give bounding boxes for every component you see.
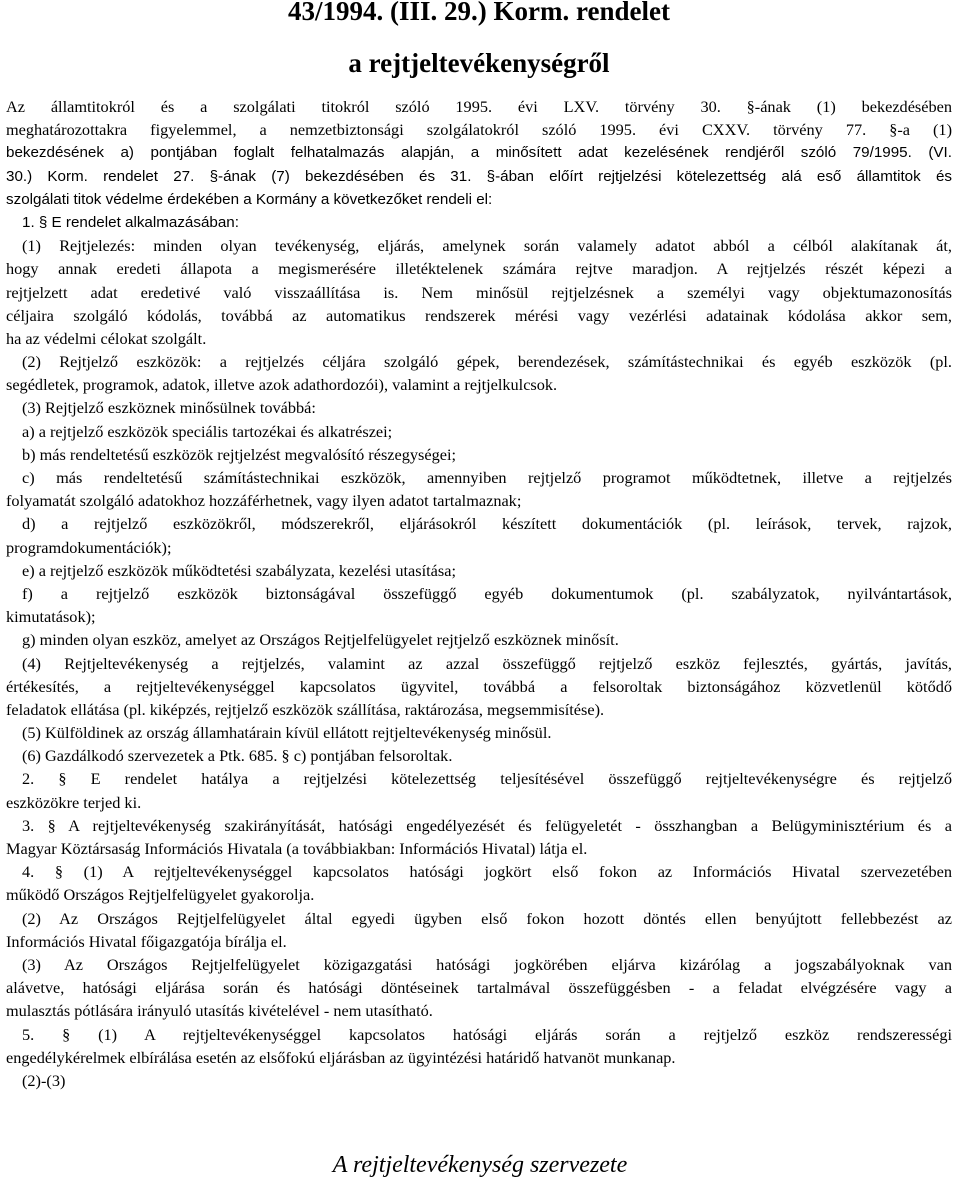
text-line: programdokumentációk); bbox=[6, 537, 172, 557]
text-line: értékesítés, a rejtjeltevékenységgel kapcsolatos ügyvitel, továbbá a felsoroltak biztonságához közvetlenül kötődő bbox=[6, 676, 952, 696]
text-line: (3) Rejtjelző eszköznek minősülnek továbbá: bbox=[22, 398, 316, 418]
text-line: Információs Hivatal főigazgatója bírálja el. bbox=[6, 931, 287, 951]
text-line: f) a rejtjelző eszközök biztonságával összefüggő egyéb dokumentumok (pl. szabályzatok, nyilvántartások, bbox=[22, 583, 952, 603]
text-line: 1. § E rendelet alkalmazásában: bbox=[22, 213, 239, 231]
text-line: 4. § (1) A rejtjeltevékenységgel kapcsolatos hatósági jogkört első fokon az Információs Hivatal szervezetében bbox=[22, 862, 952, 882]
text-line: meghatározottakra figyelemmel, a nemzetbiztonsági szolgálatokról szóló 1995. évi CXXV. törvény 77. §-a (1) bbox=[6, 120, 952, 140]
document-subtitle: a rejtjeltevékenységről bbox=[348, 48, 610, 78]
text-line: engedélykérelmek elbírálása esetén az elsőfokú eljárásban az ügyintézési határidő hatvanöt munkanap. bbox=[6, 1047, 676, 1067]
text-line: (6) Gazdálkodó szervezetek a Ptk. 685. § c) pontjában felsoroltak. bbox=[22, 746, 453, 766]
text-line: bekezdésének a) pontjában foglalt felhatalmazás alapján, a minősített adat kezelésének rendjéről szóló 79/1995. (VI. bbox=[6, 144, 952, 162]
text-line: céljaira szolgáló kódolás, továbbá az automatikus rendszerek mérési vagy vezérlési adatainak kódolása akkor sem, bbox=[6, 305, 952, 325]
text-line: Az államtitokról és a szolgálati titokról szóló 1995. évi LXV. törvény 30. §-ának (1) bekezdésében bbox=[6, 97, 952, 116]
text-line: c) más rendeltetésű számítástechnikai eszközök, amennyiben rejtjelző programot működtetnek, illetve a rejtjelzés bbox=[22, 468, 952, 487]
text-line: hogy annak eredeti állapota a megismerésére illetéktelenek számára rejtve maradjon. A rejtjelzés részét képezi a bbox=[6, 259, 952, 279]
text-line: eszközökre terjed ki. bbox=[6, 792, 142, 812]
text-line: (2)-(3) bbox=[22, 1070, 66, 1090]
text-line: Magyar Köztársaság Információs Hivatala (a továbbiakban: Információs Hivatal) látja el. bbox=[6, 839, 588, 858]
text-line: (2) Az Országos Rejtjelfelügyelet által egyedi ügyben első fokon hozott döntés ellen benyújtott fellebbezést az bbox=[22, 908, 952, 928]
text-line: mulasztás pótlására irányuló utasítás kivételével - nem utasítható. bbox=[6, 1001, 433, 1021]
text-line: b) más rendeltetésű eszközök rejtjelzést megvalósító részegységei; bbox=[22, 444, 457, 464]
text-line: a) a rejtjelző eszközök speciális tartozékai és alkatrészei; bbox=[22, 421, 393, 441]
text-line: feladatok ellátása (pl. kiképzés, rejtjelző eszközök szállítása, raktározása, megsemmisítése). bbox=[6, 699, 605, 719]
text-line: (1) Rejtjelezés: minden olyan tevékenység, eljárás, amelynek során valamely adatot abból a célból alakítanak át, bbox=[22, 236, 952, 256]
text-line: d) a rejtjelző eszközökről, módszerekről, eljárásokról készített dokumentációk (pl. leírások, tervek, rajzok, bbox=[22, 514, 952, 534]
text-line: 5. § (1) A rejtjeltevékenységgel kapcsolatos hatósági eljárás során a rejtjelző eszköz rendszerességi bbox=[22, 1024, 952, 1044]
text-line: (3) Az Országos Rejtjelfelügyelet közigazgatási hatósági jogkörében eljárva kizárólag a jogszabályoknak van bbox=[22, 954, 952, 974]
text-line: szolgálati titok védelme érdekében a Kormány a következőket rendeli el: bbox=[6, 190, 493, 208]
text-line: rejtjelzett adat eredetivé való visszaállítása is. Nem minősül rejtjelzésnek a személyi vagy objektumazonosítás bbox=[6, 282, 952, 302]
text-line: 30.) Korm. rendelet 27. §-ának (7) bekezdésében és 31. §-ában előírt rejtjelzési kötelezettség alá eső államtitok és bbox=[6, 167, 952, 185]
text-line: működő Országos Rejtjelfelügyelet gyakorolja. bbox=[6, 885, 315, 905]
text-line: (2) Rejtjelző eszközök: a rejtjelzés céljára szolgáló gépek, berendezések, számítástechnikai és egyéb eszközök (pl. bbox=[22, 352, 952, 372]
text-line: kimutatások); bbox=[6, 607, 96, 627]
text-line: 2. § E rendelet hatálya a rejtjelzési kötelezettség teljesítésével összefüggő rejtjeltevékenységre és rejtjelző bbox=[22, 769, 952, 789]
document-page bbox=[6, 0, 952, 1092]
text-line: (5) Külföldinek az ország államhatárain kívül ellátott rejtjeltevékenység minősül. bbox=[22, 723, 552, 743]
text-line: folyamatát szolgáló adatokhoz hozzáférhetnek, vagy ilyen adatot tartalmaznak; bbox=[6, 491, 522, 511]
text-line: 3. § A rejtjeltevékenység szakirányítását, hatósági engedélyezését és felügyeletét - összhangban a Belügyminisztérium és a bbox=[22, 815, 952, 835]
text-line: segédletek, programok, adatok, illetve azok adathordozói), valamint a rejtjelkulcsok. bbox=[6, 375, 558, 395]
text-line: g) minden olyan eszköz, amelyet az Országos Rejtjelfelügyelet rejtjelző eszköznek minősít. bbox=[22, 630, 619, 650]
text-line: alávetve, hatósági eljárása során és hatósági döntéseinek tartalmával összefüggésben - a feladat elvégzésére vagy a bbox=[6, 978, 952, 998]
document-body bbox=[6, 95, 952, 1092]
text-line: e) a rejtjelző eszközök működtetési szabályzata, kezelési utasítása; bbox=[22, 560, 456, 580]
section-heading: A rejtjeltevékenység szervezete bbox=[332, 1152, 628, 1178]
text-line: (4) Rejtjeltevékenység a rejtjelzés, valamint az azzal összefüggő rejtjelző eszköz fejlesztés, gyártás, javítás, bbox=[22, 653, 952, 673]
document-title: 43/1994. (III. 29.) Korm. rendelet bbox=[288, 0, 670, 26]
text-line: ha az védelmi célokat szolgált. bbox=[6, 328, 207, 348]
